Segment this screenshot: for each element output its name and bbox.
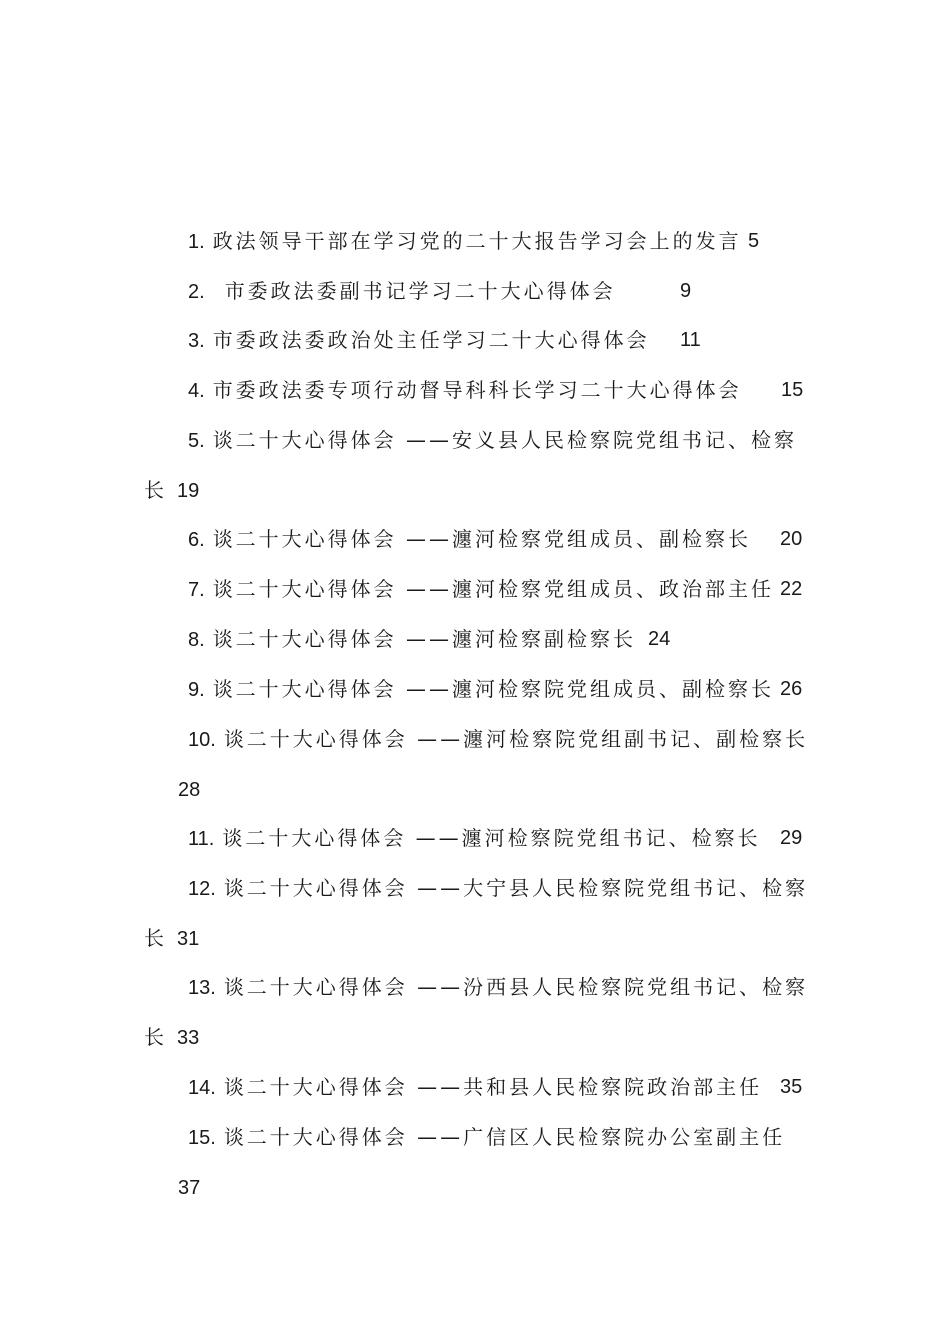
toc-entry-9[interactable]: 9. 谈二十大心得体会 ——瀍河检察院党组成员、副检察长 26 [188, 674, 774, 704]
page-number: 22 [780, 578, 803, 600]
page-number: 28 [178, 779, 201, 801]
page-number: 19 [177, 480, 200, 502]
page-number: 29 [780, 827, 803, 849]
toc-entry-14[interactable]: 14. 谈二十大心得体会 ——共和县人民检察院政治部主任 35 [188, 1072, 762, 1102]
entry-title: 谈二十大心得体会 ——共和县人民检察院政治部主任 [223, 1075, 763, 1099]
toc-entry-12[interactable]: 12. 谈二十大心得体会 ——大宁县人民检察院党组书记、检察 [188, 876, 809, 900]
toc-entry-13-continued[interactable] [144, 1022, 207, 1052]
entry-title-cont: 长 [144, 926, 167, 950]
toc-entry-15-continued[interactable] [178, 1172, 208, 1202]
entry-title: 谈二十大心得体会 ——瀍河检察院党组副书记、副检察长 [223, 727, 809, 751]
page-number: 24 [648, 628, 671, 650]
toc-entry-1[interactable]: 1. 政法领导干部在学习党的二十大报告学习会上的发言 5 [188, 226, 742, 256]
page-number: 26 [780, 678, 803, 700]
toc-entry-13[interactable]: 13. 谈二十大心得体会 ——汾西县人民检察院党组书记、检察 [188, 975, 809, 999]
toc-entry-15[interactable]: 15. 谈二十大心得体会 ——广信区人民检察院办公室副主任 [188, 1125, 786, 1149]
toc-entry-4[interactable]: 4. 市委政法委专项行动督导科科长学习二十大心得体会 15 [188, 375, 742, 405]
entry-title: 谈二十大心得体会 ——汾西县人民检察院党组书记、检察 [223, 975, 809, 999]
entry-title: 政法领导干部在学习党的二十大报告学习会上的发言 [212, 229, 742, 253]
entry-title-cont: 长 [144, 1025, 167, 1049]
entry-title: 谈二十大心得体会 ——瀍河检察党组成员、政治部主任 [212, 577, 775, 601]
page-number: 11 [680, 329, 701, 351]
page-number: 31 [177, 928, 200, 950]
toc-entry-6[interactable]: 6. 谈二十大心得体会 ——瀍河检察党组成员、副检察长 20 [188, 524, 751, 554]
page-number: 9 [680, 280, 692, 302]
page-number: 15 [781, 379, 804, 401]
toc-entry-11[interactable]: 11. 谈二十大心得体会 ——瀍河检察院党组书记、检察长 29 [188, 823, 761, 853]
page-number: 35 [780, 1076, 803, 1098]
page-number: 33 [177, 1027, 200, 1049]
entry-title: 谈二十大心得体会 ——瀍河检察院党组书记、检察长 [222, 826, 761, 850]
toc-entry-7[interactable]: 7. 谈二十大心得体会 ——瀍河检察党组成员、政治部主任 22 [188, 574, 774, 604]
toc-entry-3[interactable]: 3. 市委政法委政治处主任学习二十大心得体会 11 [188, 325, 650, 355]
toc-entry-5[interactable]: 5. 谈二十大心得体会 ——安义县人民检察院党组书记、检察 [188, 428, 798, 452]
entry-title: 谈二十大心得体会 ——大宁县人民检察院党组书记、检察 [223, 876, 809, 900]
entry-title: 谈二十大心得体会 ——安义县人民检察院党组书记、检察 [212, 428, 798, 452]
toc-entry-8[interactable]: 8. 谈二十大心得体会 ——瀍河检察副检察长 24 [188, 624, 636, 654]
entry-title: 谈二十大心得体会 ——瀍河检察党组成员、副检察长 [212, 527, 752, 551]
page-number: 5 [748, 230, 760, 252]
toc-entry-5-continued[interactable] [144, 475, 207, 505]
toc-entry-10[interactable]: 10. 谈二十大心得体会 ——瀍河检察院党组副书记、副检察长 [188, 727, 809, 751]
toc-entry-12-continued[interactable] [144, 923, 207, 953]
page-number: 37 [178, 1177, 201, 1199]
toc-entry-2[interactable]: 2. 市委政法委副书记学习二十大心得体会 9 [188, 276, 616, 306]
entry-title: 谈二十大心得体会 ——广信区人民检察院办公室副主任 [223, 1125, 786, 1149]
entry-title: 市委政法委专项行动督导科科长学习二十大心得体会 [212, 378, 742, 402]
toc-entry-10-continued[interactable] [178, 774, 208, 804]
entry-title: 谈二十大心得体会 ——瀍河检察院党组成员、副检察长 [212, 677, 775, 701]
entry-title: 市委政法委副书记学习二十大心得体会 [224, 279, 616, 303]
entry-title: 市委政法委政治处主任学习二十大心得体会 [212, 328, 650, 352]
entry-title: 谈二十大心得体会 ——瀍河检察副检察长 [212, 627, 637, 651]
entry-title-cont: 长 [144, 478, 167, 502]
page-number: 20 [780, 528, 803, 550]
